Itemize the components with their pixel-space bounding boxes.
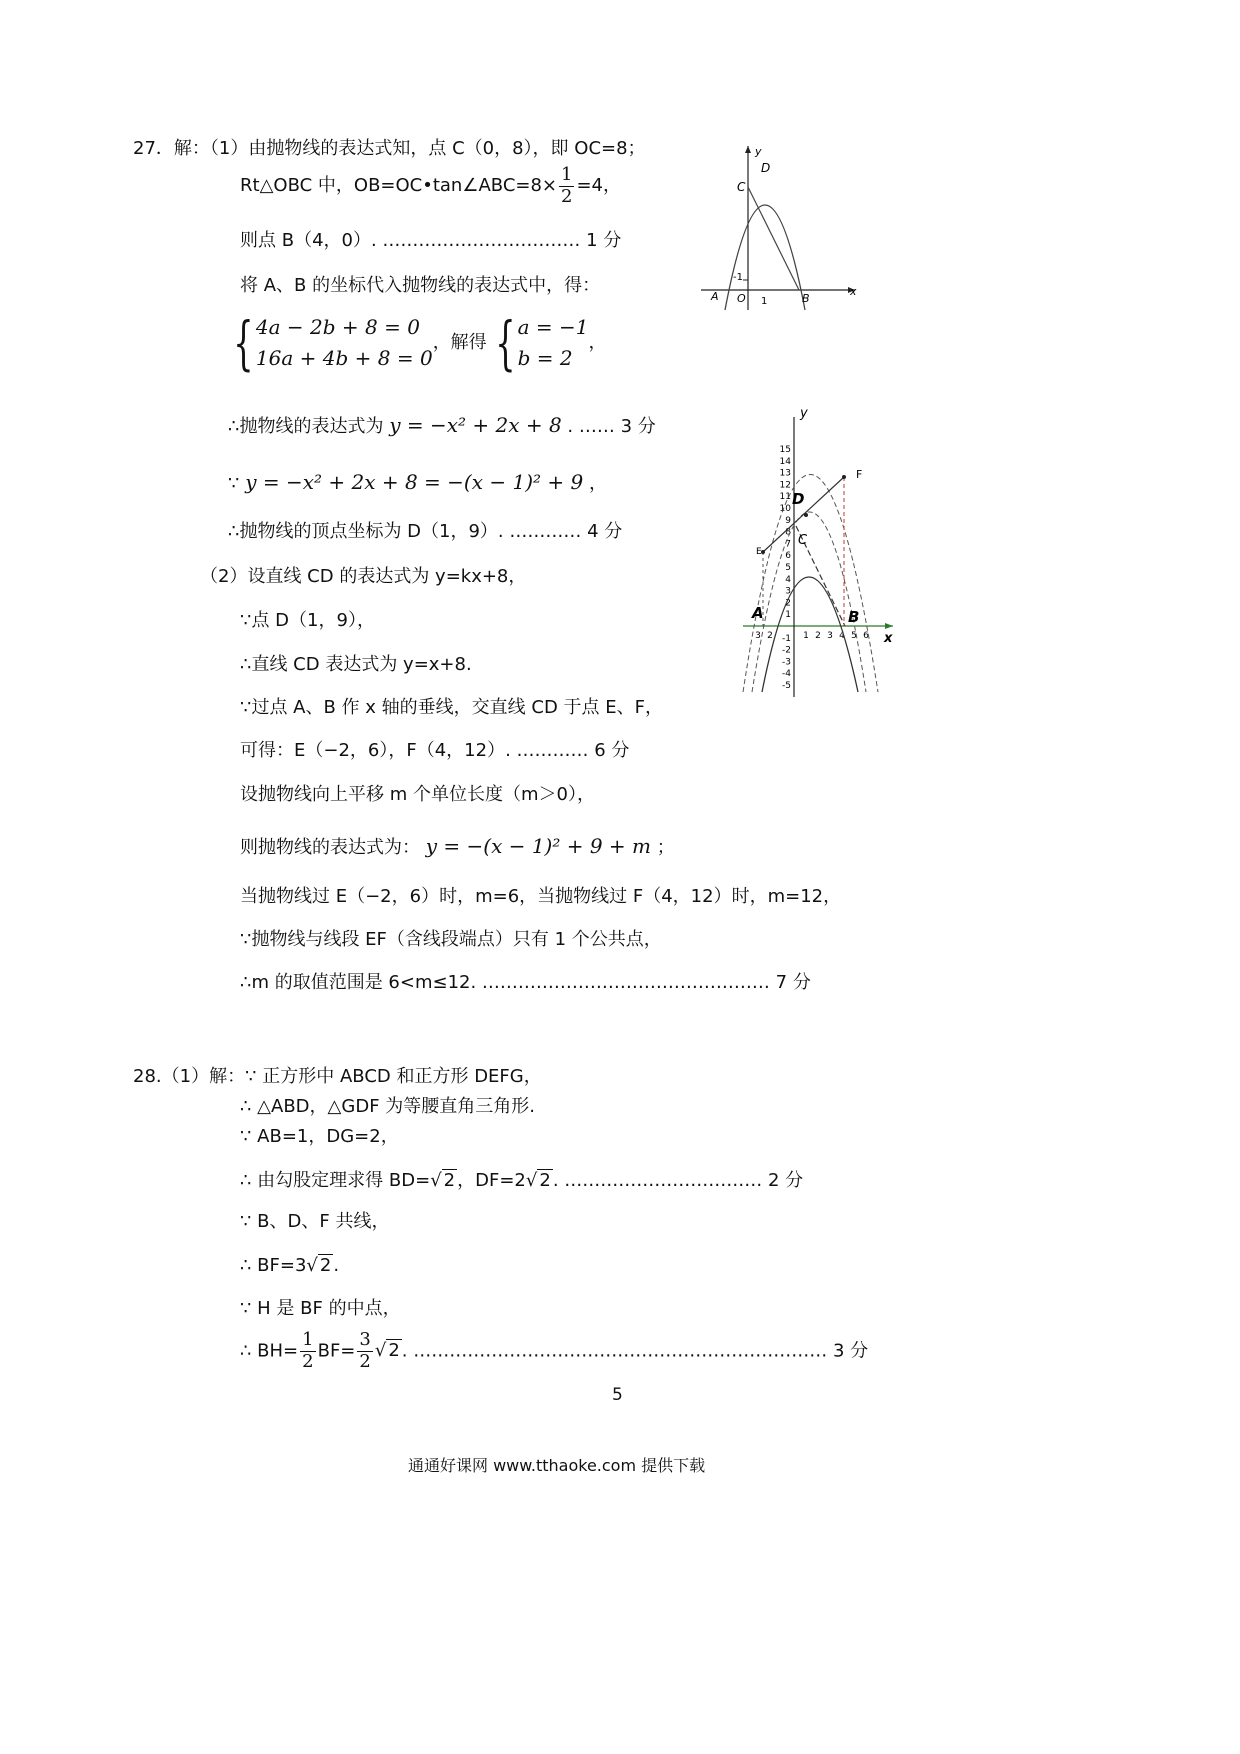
fig2-label-x: x — [884, 631, 893, 646]
q27-line-2-text: Rt△OBC 中，OB=OC•tan∠ABC=8× — [240, 175, 558, 197]
fig2-label-b: B — [848, 608, 860, 626]
sqrt-2: √ 2 — [525, 1170, 551, 1191]
fig2-x-tick-labels — [755, 631, 869, 641]
shifted-parabola-expression: y = −(x − 1)² + 9 + m — [425, 834, 651, 858]
q27-line-6-text: ∴抛物线的表达式为 — [228, 416, 384, 437]
result-2: b = 2 — [517, 346, 573, 370]
q27-line-2-end: =4， — [576, 175, 622, 197]
fig2-x-tick-label: 5 — [851, 631, 857, 641]
q27-part2-line-6: 设抛物线向上平移 m 个单位长度（m＞0）， — [240, 784, 595, 805]
frac-den: 2 — [561, 185, 573, 207]
frac-num: 1 — [561, 164, 573, 185]
q28-line-6 — [240, 1255, 339, 1277]
fig2-y-tick-label: 15 — [779, 445, 791, 455]
fig2-y-tick-label: -5 — [782, 681, 791, 691]
q28-line-8-text: ∴ BH= — [240, 1340, 299, 1362]
fig2-y-tick-label: 5 — [785, 563, 791, 573]
fig2-y-tick-label: 7 — [785, 539, 791, 550]
q27-line-6 — [228, 413, 656, 438]
sqrt-1-radicand: 2 — [443, 1170, 456, 1191]
q28-line-8-bf: BF= — [317, 1340, 356, 1362]
q27-part2-line-9: ∵抛物线与线段 EF（含线段端点）只有 1 个公共点， — [240, 929, 662, 950]
frac2-num: 1 — [302, 1329, 314, 1350]
q28-line-5: ∵ B、D、F 共线， — [240, 1211, 390, 1232]
figure-parabola-large — [738, 362, 898, 702]
q27-part2-line-7-text: 则抛物线的表达式为： — [240, 837, 420, 858]
fig2-parabola-original — [762, 574, 858, 692]
q27-line-1: 27．解：（1）由抛物线的表达式知，点 C（0，8），即 OC=8； — [133, 138, 646, 159]
fig2-y-tick-label: 1 — [785, 610, 791, 621]
result-1: a = −1 — [517, 315, 589, 339]
system-equations — [256, 312, 433, 374]
q28-line-2: ∴ △ABD，△GDF 为等腰直角三角形. — [240, 1096, 535, 1117]
fig1-y-arrow — [745, 146, 751, 153]
q28-line-4-score: . …………………………… 2 分 — [552, 1170, 804, 1191]
fig2-y-tick-label: 12 — [779, 480, 791, 491]
fraction-half-2 — [300, 1330, 315, 1372]
fig2-label-d: D — [792, 490, 805, 508]
q27-line-7 — [228, 470, 607, 495]
fig2-y-tick-label: 10 — [779, 504, 791, 514]
fig2-y-tick-label: 14 — [779, 456, 791, 467]
fig2-x-tick-label: 6 — [863, 631, 869, 641]
q27-line-2 — [240, 165, 621, 207]
fig1-label-d: D — [761, 161, 771, 175]
fig2-x-tick-label: 4 — [839, 631, 845, 641]
q28-line-8 — [240, 1330, 868, 1372]
footer-text: 通通好课网 www.tthaoke.com 提供下载 — [408, 1456, 706, 1475]
q27-part2-line-7-end: ； — [656, 837, 675, 858]
fig1-label-o: O — [737, 292, 746, 305]
fraction-three-halves — [357, 1330, 372, 1372]
q27-part2-line-3: ∴直线 CD 表达式为 y=x+8. — [240, 654, 472, 675]
fig2-y-tick-label: 13 — [779, 468, 791, 479]
fig2-y-tick-label: -2 — [782, 645, 791, 656]
fig2-point-f — [842, 475, 846, 479]
q27-part2-line-4: ∵过点 A、B 作 x 轴的垂线，交直线 CD 于点 E、F， — [240, 697, 663, 718]
q27-line-7-end: ， — [588, 473, 607, 494]
fig2-label-y: y — [800, 406, 808, 421]
fig1-label-one: 1 — [761, 296, 768, 307]
left-brace: { — [233, 309, 254, 377]
fig2-y-tick-label: 3 — [785, 586, 791, 597]
q27-part2-line-8: 当抛物线过 E（−2，6）时，m=6，当抛物线过 F（4，12）时，m=12， — [240, 886, 842, 907]
result-end: ， — [588, 332, 607, 354]
fig2-y-tick-label: 6 — [785, 551, 791, 562]
q28-line-1: 28.（1）解：∵ 正方形中 ABCD 和正方形 DEFG， — [133, 1066, 542, 1087]
fig2-y-tick-label: 2 — [785, 598, 791, 609]
q27-equation-system — [225, 309, 607, 377]
fig2-y-tick-label: 11 — [779, 492, 791, 503]
because-symbol: ∵ — [228, 473, 240, 494]
q28-line-7: ∵ H 是 BF 的中点， — [240, 1298, 401, 1319]
fig2-y-tick-label: -3 — [782, 657, 791, 668]
q27-part2-line-5: 可得：E（−2，6），F（4，12）. ………… 6 分 — [240, 740, 630, 761]
q27-line-8: ∴抛物线的顶点坐标为 D（1，9）. ………… 4 分 — [228, 521, 623, 542]
q28-line-4 — [240, 1170, 803, 1192]
vertex-form-expression: y = −x² + 2x + 8 = −(x − 1)² + 9 — [245, 470, 584, 494]
q28-line-3: ∵ AB=1，DG=2， — [240, 1126, 399, 1147]
fig2-x-tick-label: 1 — [803, 631, 809, 641]
fig1-line-cb — [748, 187, 799, 290]
fig2-y-tick-label: -4 — [782, 669, 791, 680]
sqrt-4-radicand: 2 — [388, 1340, 400, 1362]
q27-part2-line-1: （2）设直线 CD 的表达式为 y=kx+8， — [200, 566, 527, 587]
equation-2: 16a + 4b + 8 = 0 — [255, 346, 433, 370]
fig2-label-f: F — [856, 468, 863, 481]
fig2-y-tick-label: 8 — [785, 527, 791, 538]
page-number: 5 — [612, 1385, 623, 1405]
q28-line-8-score: . …………………………………………………………… 3 分 — [401, 1340, 869, 1362]
fig2-x-tick-label: 2 — [815, 631, 821, 641]
sqrt-4: √ 2 — [374, 1340, 400, 1362]
fig2-x-tick-label: 3 — [827, 631, 833, 641]
q28-line-4-df: ，DF=2 — [457, 1170, 526, 1191]
q27-line-3: 则点 B（4，0）. …………………………… 1 分 — [240, 230, 622, 251]
frac3-num: 3 — [359, 1329, 371, 1350]
equation-1: 4a − 2b + 8 = 0 — [255, 315, 420, 339]
fig2-y-tick-label: 9 — [785, 515, 791, 526]
fig2-label-c: C — [798, 533, 808, 548]
frac2-den: 2 — [302, 1350, 314, 1372]
sqrt-3: √ 2 — [306, 1255, 332, 1276]
q27-part2-line-7 — [240, 834, 675, 859]
fig1-label-b: B — [802, 292, 810, 305]
sqrt-3-radicand: 2 — [319, 1255, 332, 1276]
q27-part2-line-10: ∴m 的取值范围是 6<m≤12. ………………………………………… 7 分 — [240, 972, 811, 993]
q28-line-6-end: . — [333, 1255, 340, 1276]
fig2-y-tick-label: 4 — [785, 574, 791, 585]
parabola-expression: y = −x² + 2x + 8 — [389, 413, 562, 437]
sqrt-1: √ 2 — [430, 1170, 456, 1191]
fig2-point-d — [804, 513, 808, 517]
q27-part2-line-2: ∵点 D（1，9）， — [240, 610, 375, 631]
fig2-x-arrow — [885, 623, 893, 629]
fig1-label-a: A — [711, 290, 719, 303]
system-results — [518, 312, 589, 374]
fraction-half — [559, 165, 574, 207]
q27-line-4: 将 A、B 的坐标代入抛物线的表达式中，得： — [240, 275, 601, 296]
fig2-label-e: E — [756, 547, 762, 557]
fig2-x-tick-label: 2 — [767, 631, 773, 641]
left-brace-2: { — [494, 309, 516, 377]
fig2-y-tick-label: -1 — [782, 633, 791, 644]
fig1-label-neg1: -1 — [733, 272, 743, 283]
fig2-y-tick-labels — [780, 445, 792, 691]
q27-line-6-score: . …… 3 分 — [567, 416, 656, 437]
fig2-parabola-shift-6 — [752, 512, 866, 692]
figure-parabola-small — [695, 140, 865, 315]
fig2-label-a: A — [752, 604, 764, 622]
fig1-label-y: y — [755, 145, 762, 158]
q28-line-4-text: ∴ 由勾股定理求得 BD= — [240, 1170, 431, 1191]
sqrt-2-radicand: 2 — [539, 1170, 551, 1191]
solve-text: ，解得 — [432, 332, 487, 354]
fig1-label-x: x — [850, 285, 857, 298]
frac3-den: 2 — [359, 1350, 371, 1372]
fig1-label-c: C — [737, 180, 746, 194]
fig2-x-tick-label: 3 — [755, 631, 761, 641]
q28-line-6-text: ∴ BF=3 — [240, 1255, 307, 1276]
